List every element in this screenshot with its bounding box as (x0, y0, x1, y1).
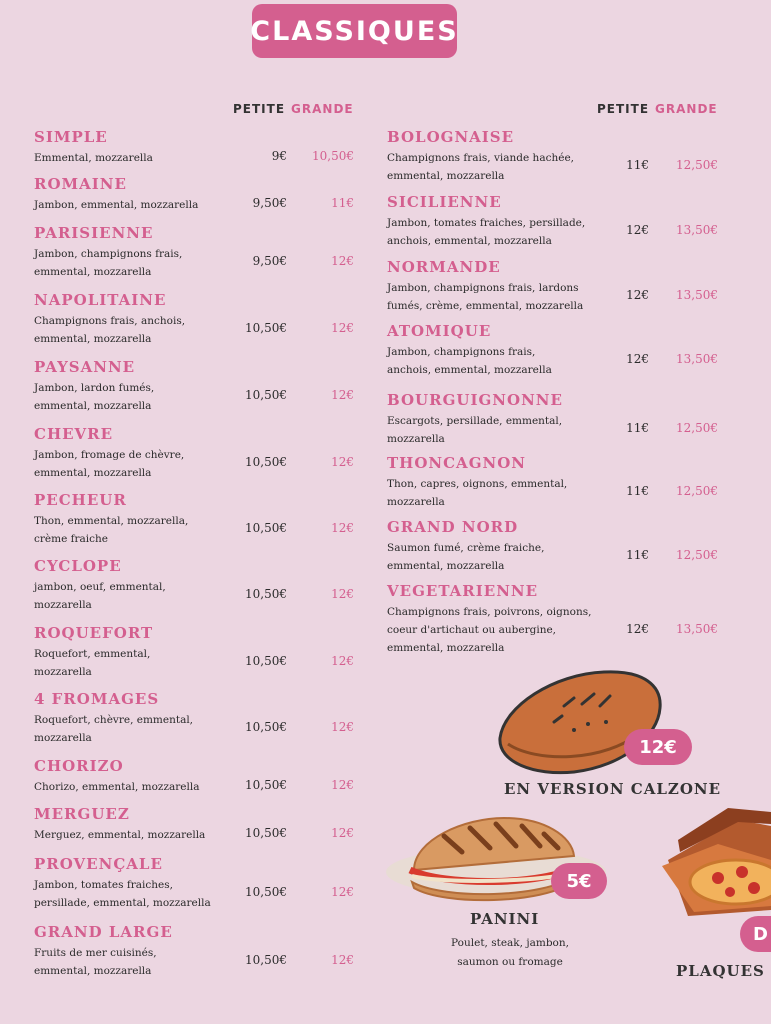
petite-price: 11€ (626, 421, 649, 435)
menu-item-name: BOLOGNAISE (387, 128, 515, 146)
menu-item-name: CYCLOPE (34, 557, 122, 575)
grande-header: GRANDE (291, 102, 354, 116)
menu-item-name: GRAND LARGE (34, 923, 173, 941)
panini-price-badge: 5€ (551, 863, 607, 899)
menu-item-description: Thon, emmental, mozzarella, (34, 515, 189, 527)
petite-price: 10,50€ (245, 521, 287, 535)
menu-item-description: mozzarella (387, 496, 445, 508)
panini-desc-line: saumon ou fromage (457, 956, 563, 968)
menu-item-name: NORMANDE (387, 258, 501, 276)
grande-price: 12€ (331, 778, 354, 792)
grande-price: 12€ (331, 654, 354, 668)
menu-item-description: Champignons frais, viande hachée, (387, 152, 574, 164)
grande-price: 12,50€ (676, 158, 718, 172)
menu-item-description: Roquefort, chèvre, emmental, (34, 714, 194, 726)
menu-item-description: emmental, mozzarella (34, 467, 152, 479)
petite-price: 12€ (626, 352, 649, 366)
petite-price: 11€ (626, 158, 649, 172)
grande-header: GRANDE (655, 102, 718, 116)
petite-header: PETITE (233, 102, 286, 116)
menu-item-name: PAYSANNE (34, 358, 136, 376)
menu-item-description: crème fraiche (34, 533, 109, 545)
menu-item-description: emmental, mozzarella (387, 560, 505, 572)
menu-item-description: mozzarella (34, 599, 92, 611)
grande-price: 13,50€ (676, 223, 718, 237)
menu-item-description: Jambon, tomates fraiches, persillade, (387, 217, 586, 229)
petite-header: PETITE (597, 102, 650, 116)
grande-price: 12€ (331, 587, 354, 601)
petite-price: 9€ (271, 149, 287, 163)
menu-item-description: Fruits de mer cuisinés, (34, 947, 157, 959)
menu-item-description: Chorizo, emmental, mozzarella (34, 781, 200, 793)
menu-item-description: coeur d'artichaut ou aubergine, (387, 624, 557, 636)
menu-item-name: 4 FROMAGES (34, 690, 160, 708)
calzone-caption: EN VERSION CALZONE (504, 780, 722, 798)
grande-price: 12€ (331, 388, 354, 402)
menu-item-name: NAPOLITAINE (34, 291, 167, 309)
grande-price: 12€ (331, 455, 354, 469)
left-column-headers (233, 102, 354, 116)
grande-price: 12,50€ (676, 548, 718, 562)
pizza-box-icon (658, 800, 771, 920)
menu-item-name: CHEVRE (34, 425, 114, 443)
petite-price: 10,50€ (245, 778, 287, 792)
menu-item-name: SIMPLE (34, 128, 108, 146)
section-title: CLASSIQUES (252, 4, 457, 58)
petite-price: 10,50€ (245, 885, 287, 899)
grande-price: 13,50€ (676, 622, 718, 636)
plaques-caption: PLAQUES (676, 962, 765, 980)
menu-item-name: PARISIENNE (34, 224, 154, 242)
menu-item-description: fumés, crème, emmental, mozzarella (387, 300, 584, 312)
petite-price: 10,50€ (245, 826, 287, 840)
menu-item-name: PECHEUR (34, 491, 127, 509)
menu-item-description: Jambon, tomates fraiches, (34, 879, 173, 891)
grande-price: 12€ (331, 885, 354, 899)
menu-item-description: Emmental, mozzarella (34, 152, 153, 164)
grande-price: 11€ (331, 196, 354, 210)
grande-price: 12€ (331, 521, 354, 535)
menu-item-description: Jambon, champignons frais, lardons (387, 282, 579, 294)
petite-price: 12€ (626, 622, 649, 636)
menu-item-description: mozzarella (34, 666, 92, 678)
petite-price: 10,50€ (245, 321, 287, 335)
petite-price: 10,50€ (245, 587, 287, 601)
menu-item-name: GRAND NORD (387, 518, 519, 536)
menu-item-description: Jambon, champignons frais, (34, 248, 183, 260)
petite-price: 12€ (626, 288, 649, 302)
petite-price: 11€ (626, 484, 649, 498)
petite-price: 10,50€ (245, 388, 287, 402)
petite-price: 9,50€ (252, 196, 287, 210)
menu-item-description: Thon, capres, oignons, emmental, (387, 478, 568, 490)
menu-item-description: emmental, mozzarella (34, 965, 152, 977)
petite-price: 10,50€ (245, 720, 287, 734)
grande-price: 13,50€ (676, 288, 718, 302)
menu-item-description: emmental, mozzarella (387, 642, 505, 654)
calzone-price-badge: 12€ (624, 729, 692, 765)
menu-item-description: Escargots, persillade, emmental, (387, 415, 563, 427)
menu-item-description: jambon, oeuf, emmental, (34, 581, 166, 593)
petite-price: 12€ (626, 223, 649, 237)
menu-item-description: emmental, mozzarella (34, 333, 152, 345)
menu-item-description: Jambon, emmental, mozzarella (34, 199, 199, 211)
menu-item-name: PROVENÇALE (34, 855, 163, 873)
menu-item-description: Champignons frais, poivrons, oignons, (387, 606, 592, 618)
petite-price: 9,50€ (252, 254, 287, 268)
grande-price: 12,50€ (676, 484, 718, 498)
menu-item-description: Jambon, fromage de chèvre, (34, 449, 185, 461)
menu-item-description: mozzarella (34, 732, 92, 744)
menu-item-description: anchois, emmental, mozzarella (387, 235, 552, 247)
panini-desc-line: Poulet, steak, jambon, (451, 937, 569, 949)
grande-price: 12€ (331, 720, 354, 734)
grande-price: 13,50€ (676, 352, 718, 366)
menu-item-description: persillade, emmental, mozzarella (34, 897, 211, 909)
grande-price: 12€ (331, 953, 354, 967)
grande-price: 12€ (331, 254, 354, 268)
plaques-price-badge: D (740, 916, 771, 952)
right-column-headers (597, 102, 718, 116)
petite-price: 10,50€ (245, 455, 287, 469)
menu-item-description: Champignons frais, anchois, (34, 315, 186, 327)
petite-price: 10,50€ (245, 953, 287, 967)
menu-item-name: ROMAINE (34, 175, 127, 193)
menu-item-description: Roquefort, emmental, (34, 648, 151, 660)
grande-price: 12€ (331, 826, 354, 840)
menu-item-name: VEGETARIENNE (387, 582, 539, 600)
menu-item-description: Merguez, emmental, mozzarella (34, 829, 206, 841)
menu-item-description: emmental, mozzarella (34, 266, 152, 278)
panini-description (420, 934, 600, 972)
grande-price: 12€ (331, 321, 354, 335)
menu-item-name: SICILIENNE (387, 193, 502, 211)
menu-item-name: ROQUEFORT (34, 624, 154, 642)
menu-item-name: CHORIZO (34, 757, 124, 775)
menu-item-name: MERGUEZ (34, 805, 130, 823)
menu-item-name: ATOMIQUE (387, 322, 492, 340)
menu-item-description: Jambon, lardon fumés, (34, 382, 155, 394)
grande-price: 10,50€ (312, 149, 354, 163)
menu-item-description: emmental, mozzarella (387, 170, 505, 182)
panini-caption: PANINI (470, 910, 540, 928)
menu-item-description: mozzarella (387, 433, 445, 445)
menu-item-name: BOURGUIGNONNE (387, 391, 563, 409)
menu-item-description: anchois, emmental, mozzarella (387, 364, 552, 376)
petite-price: 10,50€ (245, 654, 287, 668)
menu-item-description: Saumon fumé, crème fraiche, (387, 542, 545, 554)
menu-item-name: THONCAGNON (387, 454, 526, 472)
menu-item-description: Jambon, champignons frais, (387, 346, 536, 358)
grande-price: 12,50€ (676, 421, 718, 435)
menu-item-description: emmental, mozzarella (34, 400, 152, 412)
petite-price: 11€ (626, 548, 649, 562)
